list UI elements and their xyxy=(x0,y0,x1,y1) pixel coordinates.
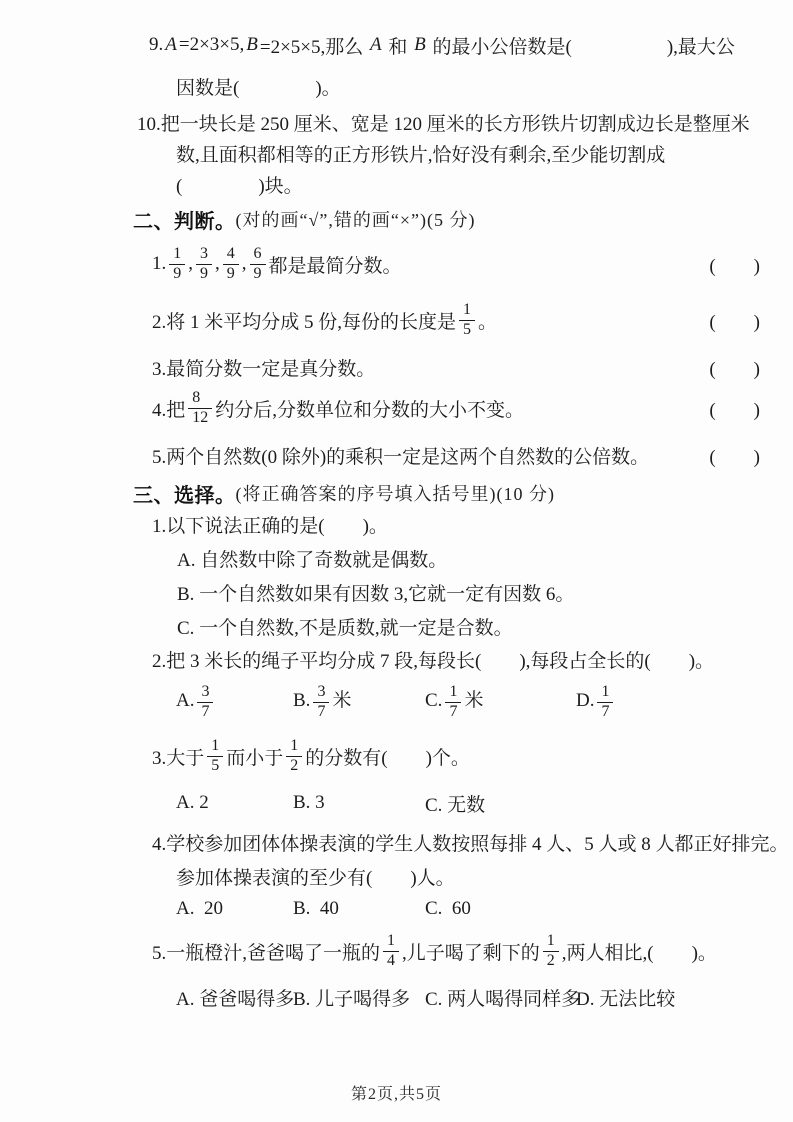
fraction xyxy=(188,389,212,427)
option-d xyxy=(576,984,675,1011)
option-b xyxy=(293,683,351,721)
section-2-header xyxy=(0,200,793,238)
text-run: 数,且面积都相等的正方形铁片,恰好没有剩余,至少能切割成 xyxy=(176,145,666,166)
text-run: 2.把 3 米长的绳子平均分成 7 段,每段长( ),每段占全长的( )。 xyxy=(152,651,715,672)
fraction xyxy=(250,245,266,283)
text-run: 而小于 xyxy=(226,747,284,769)
fraction-denominator: 9 xyxy=(250,264,266,283)
text-run: 4.学校参加团体体操表演的学生人数按照每排 4 人、5 人或 8 人都正好排完。 xyxy=(152,834,789,855)
choice-q1-option-c xyxy=(0,609,793,643)
text-run: 米 xyxy=(332,690,352,712)
fraction-numerator: 1 xyxy=(546,932,555,950)
text-run: 3.大于 xyxy=(152,747,205,769)
fraction xyxy=(223,245,239,283)
text-run: ,两人相比,( )。 xyxy=(561,942,717,964)
option-a xyxy=(176,792,209,814)
text-run: B. 一个自然数如果有因数 3,它就一定有因数 6。 xyxy=(177,583,575,605)
option-b xyxy=(293,984,410,1011)
option-c xyxy=(425,790,485,817)
choice-q2-options xyxy=(0,676,793,728)
text-run: D. 无法比较 xyxy=(576,988,676,1010)
text-run: 4.把 xyxy=(152,399,186,421)
section-note: (将正确答案的序号填入括号里)(10 分) xyxy=(235,484,555,504)
option-d xyxy=(576,683,616,721)
answer-blank-parens: ( ) xyxy=(709,255,760,277)
math-variable: B xyxy=(246,34,258,55)
choice-q5 xyxy=(0,929,793,973)
choice-q3-options xyxy=(0,784,793,822)
judge-item-2 xyxy=(0,290,793,350)
fraction-denominator: 12 xyxy=(188,408,212,427)
answer-blank-parens: ( ) xyxy=(709,358,760,380)
fraction-numerator: 4 xyxy=(226,245,235,263)
fraction-denominator: 7 xyxy=(313,702,329,721)
text-run: 2.将 1 米平均分成 5 份,每份的长度是 xyxy=(152,311,457,333)
text-run: 的分数有( )个。 xyxy=(305,747,470,769)
q9-line-2 xyxy=(0,66,793,106)
fraction-denominator: 7 xyxy=(445,702,461,721)
text-run: 1.以下说法正确的是( )。 xyxy=(152,516,388,537)
text-run: A. xyxy=(176,690,195,712)
text-run: A. 20 xyxy=(176,898,223,919)
choice-q2 xyxy=(0,643,793,676)
fraction xyxy=(196,245,212,283)
text-run: D. xyxy=(576,690,595,712)
text-run: , xyxy=(241,253,247,274)
option-b xyxy=(293,792,325,814)
text-run: B. 3 xyxy=(293,792,325,813)
choice-q1-option-a xyxy=(0,541,793,575)
answer-blank-parens: ( ) xyxy=(709,311,760,333)
text-run: =2×3×5, xyxy=(178,34,245,55)
text-run: C. 无数 xyxy=(425,794,486,816)
option-a xyxy=(176,898,223,920)
text-run: B. xyxy=(293,690,311,712)
math-variable: A xyxy=(370,34,382,55)
text-run: C. 60 xyxy=(425,898,471,919)
fraction-numerator: 1 xyxy=(173,245,182,263)
text-run: 和 xyxy=(383,36,413,58)
answer-blank-parens: ( ) xyxy=(709,399,760,421)
choice-q3 xyxy=(0,728,793,784)
fraction-numerator: 1 xyxy=(463,301,472,319)
fraction-denominator: 9 xyxy=(169,264,185,283)
fraction-denominator: 5 xyxy=(459,320,475,339)
judge-item-4 xyxy=(0,384,793,432)
fraction xyxy=(286,737,302,775)
text-run: 米 xyxy=(464,690,484,712)
fraction-numerator: 3 xyxy=(200,245,208,263)
text-run: A. 爸爸喝得多 xyxy=(176,988,295,1010)
fraction-denominator: 2 xyxy=(286,756,302,775)
option-c xyxy=(425,984,580,1011)
option-a xyxy=(176,683,216,721)
text-run: =2×5×5,那么 xyxy=(259,36,369,58)
fraction xyxy=(543,932,559,970)
math-variable: B xyxy=(414,34,426,55)
section-3-header xyxy=(0,478,793,508)
fraction xyxy=(197,683,213,721)
fraction-numerator: 3 xyxy=(317,683,326,701)
judge-item-1 xyxy=(0,238,793,290)
text-run: C. xyxy=(425,690,443,712)
fraction-denominator: 9 xyxy=(223,264,239,283)
fraction xyxy=(207,737,223,775)
option-c xyxy=(425,898,471,920)
fraction-numerator: 1 xyxy=(449,683,458,701)
text-run: C. 两人喝得同样多 xyxy=(425,988,581,1010)
choice-q1-option-b xyxy=(0,575,793,609)
fraction-numerator: 1 xyxy=(601,683,610,701)
q9-line-1 xyxy=(0,24,793,66)
text-run: 5.两个自然数(0 除外)的乘积一定是这两个自然数的公倍数。 xyxy=(152,446,650,468)
text-run: , xyxy=(188,253,193,274)
fraction xyxy=(169,245,185,283)
fraction xyxy=(459,301,475,339)
fraction-numerator: 8 xyxy=(192,389,201,407)
text-run: ,儿子喝了剩下的 xyxy=(402,942,540,964)
answer-blank-parens: ( ) xyxy=(709,446,760,468)
choice-q4-options xyxy=(0,889,793,929)
fraction-numerator: 3 xyxy=(201,683,210,701)
text-run: 3.最简分数一定是真分数。 xyxy=(152,358,376,380)
text-run: 的最小公倍数是( ),最大公 xyxy=(427,36,735,58)
option-b xyxy=(293,898,339,920)
text-run: C. 一个自然数,不是质数,就一定是合数。 xyxy=(177,617,513,639)
text-run: A. 自然数中除了奇数就是偶数。 xyxy=(177,549,448,571)
text-run: B. 40 xyxy=(293,898,339,919)
section-title: 二、判断。 xyxy=(133,210,236,233)
choice-q4-line-2 xyxy=(0,863,793,889)
text-run: 都是最简分数。 xyxy=(268,255,402,277)
section-title: 三、选择。 xyxy=(133,484,236,507)
fraction-numerator: 1 xyxy=(387,932,396,950)
q10-line-1 xyxy=(0,106,793,138)
fraction-numerator: 1 xyxy=(211,737,220,755)
q10-line-3 xyxy=(0,169,793,200)
fraction-numerator: 6 xyxy=(253,245,262,263)
text-run: 参加体操表演的至少有( )人。 xyxy=(176,867,455,889)
judge-item-5 xyxy=(0,432,793,478)
fraction-denominator: 2 xyxy=(543,951,559,970)
choice-q4-line-1 xyxy=(0,822,793,863)
choice-q5-options xyxy=(0,973,793,1021)
text-run: ( )块。 xyxy=(176,176,303,197)
fraction xyxy=(597,683,613,721)
fraction xyxy=(383,932,399,970)
text-run: A. 2 xyxy=(176,792,209,813)
text-run: B. 儿子喝得多 xyxy=(293,988,411,1010)
text-run: 因数是( )。 xyxy=(176,77,341,99)
fraction xyxy=(445,683,461,721)
text-run: 9. xyxy=(149,34,164,55)
choice-q1 xyxy=(0,508,793,541)
fraction-denominator: 7 xyxy=(197,702,213,721)
text-run: 。 xyxy=(478,311,498,333)
text-run: 约分后,分数单位和分数的大小不变。 xyxy=(215,399,525,421)
fraction-denominator: 4 xyxy=(383,951,399,970)
q10-line-2 xyxy=(0,138,793,169)
option-c xyxy=(425,683,483,721)
section-note: (对的画“√”,错的画“×”)(5 分) xyxy=(235,210,476,230)
judge-item-3 xyxy=(0,350,793,384)
text-run: 10.把一块长是 250 厘米、宽是 120 厘米的长方形铁片切割成边长是整厘米 xyxy=(137,113,750,135)
fraction-numerator: 1 xyxy=(290,737,299,755)
fraction-denominator: 7 xyxy=(597,702,613,721)
text-run: , xyxy=(215,253,220,274)
text-run: 1. xyxy=(152,253,167,274)
math-variable: A xyxy=(165,34,177,55)
fraction-denominator: 5 xyxy=(207,756,223,775)
fraction xyxy=(313,683,329,721)
fraction-denominator: 9 xyxy=(196,264,212,283)
page-footer: 第2页,共5页 xyxy=(350,1086,442,1103)
text-run: 5.一瓶橙汁,爸爸喝了一瓶的 xyxy=(152,942,381,964)
option-a xyxy=(176,984,294,1011)
